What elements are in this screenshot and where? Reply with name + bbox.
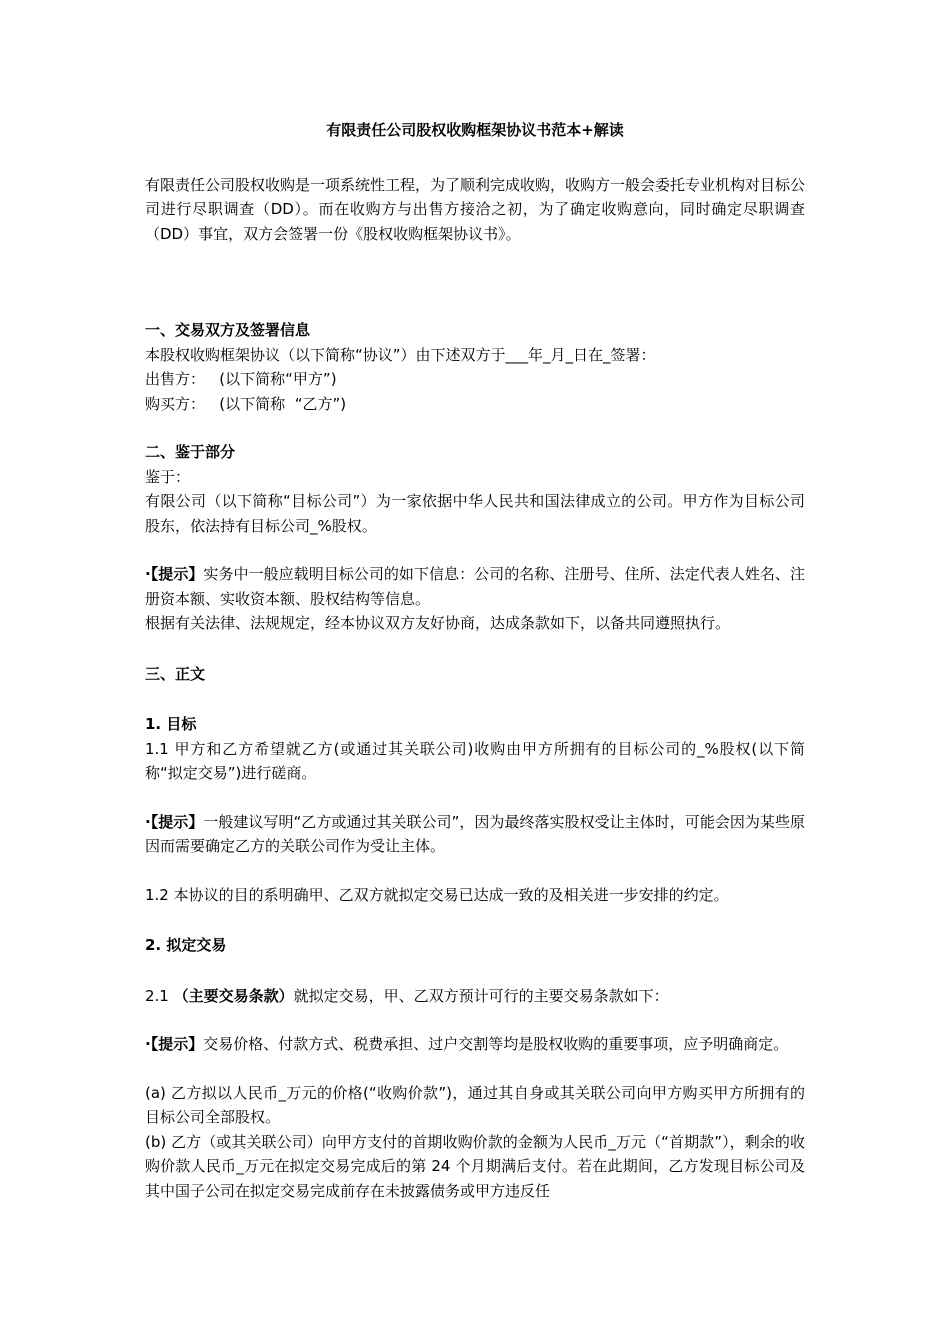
spacer	[145, 859, 805, 883]
buyer-line: 购买方： (以下简称 “乙方”)	[145, 394, 347, 413]
spacer	[145, 636, 805, 662]
clause-1-2: 1.2 本协议的目的系明确甲、乙双方就拟定交易已达成一致的及相关进一步安排的约定。	[145, 885, 729, 904]
hint-paragraph	[145, 562, 805, 611]
document-page	[145, 118, 805, 1203]
seller-line: 出售方： (以下简称“甲方”)	[145, 370, 337, 388]
spacer	[145, 1008, 805, 1032]
hint-text: 一般建议写明“乙方或通过其关联公司”，因为最终落实股权受让主体时，可能会因为某些原因而需要确定乙方的关联公司作为受让主体。	[145, 812, 805, 855]
bullet-mark: ·	[145, 565, 151, 583]
hint-label: 【提示】	[150, 812, 204, 831]
bullet-mark: ·	[145, 1035, 151, 1053]
spacer	[145, 294, 805, 318]
hint-paragraph	[145, 810, 805, 859]
hint-text: 实务中一般应载明目标公司的如下信息：公司的名称、注册号、住所、法定代表人姓名、注册资本额、实收资本额、股权结构等信息。	[145, 565, 805, 608]
spacer	[145, 416, 805, 440]
spacer	[145, 786, 805, 810]
clause-2-1-a: (a) 乙方拟以人民币_万元的价格(“收购价款”)，通过其自身或其关联公司向甲方购买甲方所拥有的目标公司全部股权。	[145, 1083, 805, 1126]
clause-1-heading: 1. 目标	[145, 715, 197, 733]
target-company-paragraph: 有限公司（以下简称“目标公司”）为一家依据中华人民共和国法律成立的公司。甲方作为目标公司股东，依法持有目标公司_%股权。	[145, 492, 805, 535]
spacer	[145, 686, 805, 712]
section-3-heading: 三、正文	[145, 664, 206, 683]
clause-number: 2.1	[145, 986, 174, 1005]
clause-key: （主要交易条款）	[173, 986, 294, 1005]
hint-paragraph	[145, 1032, 805, 1057]
intro-paragraph: 有限责任公司股权收购是一项系统性工程，为了顺利完成收购，收购方一般会委托专业机构对目标公司进行尽职调查（DD）。而在收购方与出售方接洽之初，为了确定收购意向，同时确定尽职调查（DD）事宜，双方会签署一份《股权收购框架协议书》。	[145, 175, 806, 243]
spacer	[145, 1057, 805, 1081]
spacer	[145, 907, 805, 933]
spacer	[145, 958, 805, 984]
hint-label: 【提示】	[150, 1035, 204, 1053]
section-2-heading: 二、鉴于部分	[145, 443, 236, 461]
spacer	[145, 246, 805, 294]
bullet-mark: ·	[145, 812, 151, 831]
clause-1-1: 1.1 甲方和乙方希望就乙方(或通过其关联公司)收购由甲方所拥有的目标公司的_%股权(以下简称“拟定交易”)进行磋商。	[145, 739, 805, 782]
hint-text: 交易价格、付款方式、税费承担、过户交割等均是股权收购的重要事项，应予明确商定。	[203, 1035, 789, 1053]
spacer	[145, 538, 805, 562]
clause-2-1	[145, 984, 805, 1009]
signing-info-line: 本股权收购框架协议（以下简称“协议”）由下述双方于___年_月_日在_签署：	[145, 345, 656, 364]
document-title: 有限责任公司股权收购框架协议书范本+解读	[326, 121, 624, 139]
clause-2-heading: 2. 拟定交易	[145, 936, 227, 954]
section-1-heading: 一、交易双方及签署信息	[145, 321, 311, 339]
agreement-basis-paragraph: 根据有关法律、法规规定，经本协议双方友好协商，达成条款如下，以备共同遵照执行。	[145, 614, 731, 632]
clause-text: 就拟定交易，甲、乙双方预计可行的主要交易条款如下：	[293, 986, 669, 1005]
hint-label: 【提示】	[150, 565, 204, 583]
clause-2-1-b: (b) 乙方（或其关联公司）向甲方支付的首期收购价款的金额为人民币_万元（“首期款”），剩余的收购价款人民币_万元在拟定交易完成后的第 24 个月期满后支付。若在此期间，乙方发现目标公司及其中国子公司在拟定交易完成前存在未披露债务或甲方违反任	[145, 1132, 805, 1200]
whereas-label: 鉴于：	[145, 467, 191, 486]
